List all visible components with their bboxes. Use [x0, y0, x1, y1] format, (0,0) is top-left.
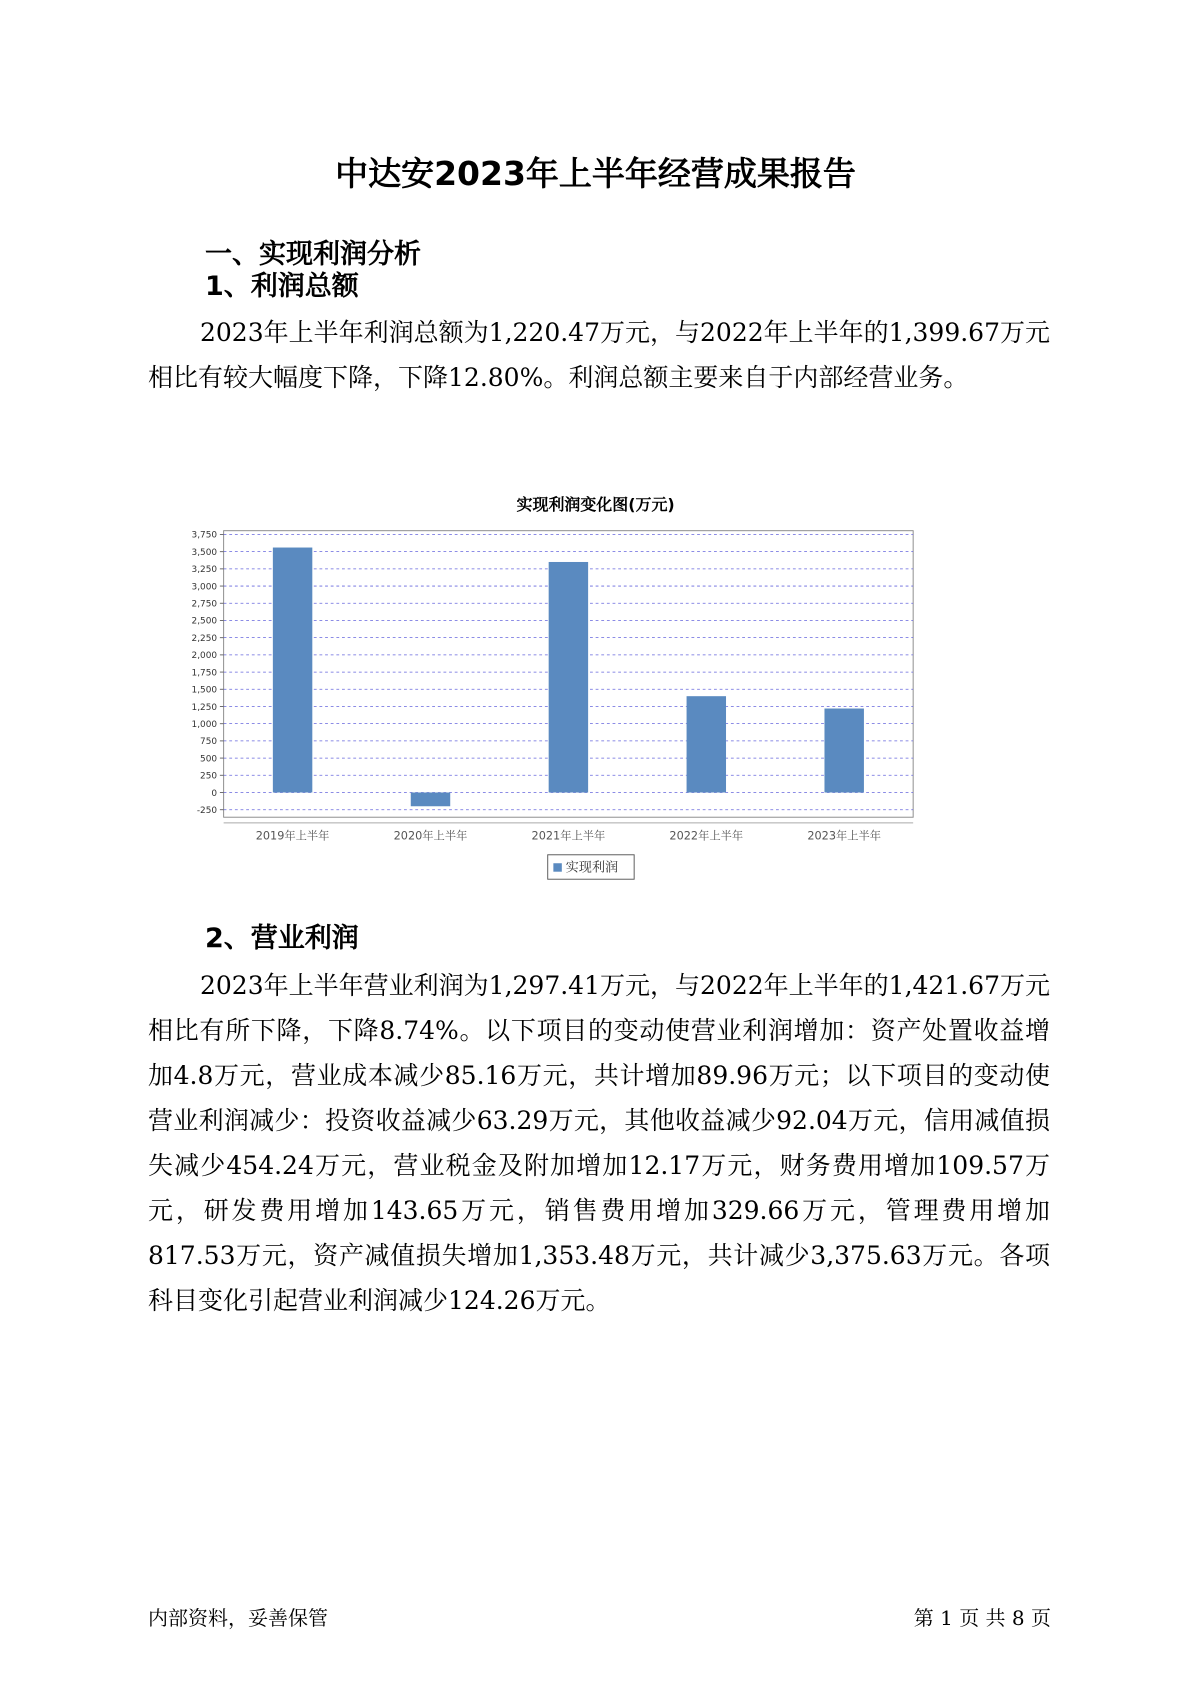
- chart-x-axis: [224, 823, 914, 843]
- total-suffix: 页: [1031, 1606, 1051, 1630]
- y-tick-label: 0: [211, 788, 218, 799]
- y-tick-label: 1,000: [191, 719, 218, 730]
- y-tick-label: 2,500: [191, 616, 218, 627]
- y-tick-label: 250: [200, 771, 218, 782]
- page-prefix: 第: [913, 1606, 934, 1630]
- y-tick-label: 2,000: [191, 651, 218, 662]
- y-tick-label: 1,500: [191, 685, 218, 696]
- profit-bar-chart: [150, 495, 1030, 960]
- page-number: 1: [940, 1606, 953, 1630]
- subheading-operating-profit: 2、营业利润: [205, 923, 359, 954]
- legend-swatch: [553, 863, 561, 871]
- footer-confidential-note: 内部资料，妥善保管: [148, 1606, 328, 1630]
- bar: [273, 548, 312, 793]
- x-tick-label: 2022年上半年: [669, 829, 744, 843]
- y-tick-label: 1,250: [191, 702, 218, 713]
- page-title: 中达安2023年上半年经营成果报告: [335, 154, 856, 193]
- x-tick-label: 2020年上半年: [393, 829, 468, 843]
- footer-page-info: [914, 1602, 1051, 1631]
- profit-chart-svg: [150, 495, 1030, 960]
- y-tick-label: 2,250: [191, 633, 218, 644]
- y-tick-label: 3,500: [191, 547, 218, 558]
- y-tick-label: 3,000: [191, 582, 218, 593]
- chart-y-axis: [192, 531, 224, 816]
- bar: [824, 709, 863, 793]
- bar: [411, 792, 450, 806]
- legend-label: 实现利润: [565, 860, 619, 876]
- total-prefix: 共: [985, 1606, 1006, 1630]
- x-tick-label: 2021年上半年: [531, 829, 606, 843]
- chart-title: 实现利润变化图(万元): [516, 495, 675, 515]
- y-tick-label: 1,750: [191, 668, 218, 679]
- y-tick-label: -250: [196, 805, 218, 816]
- paragraph-total-profit: 2023年上半年利润总额为1,220.47万元，与2022年上半年的1,399.67万元相比有较大幅度下降，下降12.80%。利润总额主要来自于内部经营业务。: [148, 318, 1050, 392]
- y-tick-label: 3,750: [191, 530, 218, 541]
- y-tick-label: 3,250: [191, 565, 218, 576]
- y-tick-label: 2,750: [191, 599, 218, 610]
- x-tick-label: 2019年上半年: [255, 829, 330, 843]
- subheading-total-profit: 1、利润总额: [205, 271, 359, 302]
- section-heading-profit-analysis: 一、实现利润分析: [205, 239, 421, 270]
- y-tick-label: 750: [200, 737, 218, 748]
- total-pages: 8: [1011, 1606, 1025, 1630]
- chart-legend: [548, 855, 634, 879]
- bar: [549, 562, 588, 793]
- paragraph-operating-profit: 2023年上半年营业利润为1,297.41万元，与2022年上半年的1,421.67万元相比有所下降，下降8.74%。以下项目的变动使营业利润增加：资产处置收益增加4.8万元，营业成本减少85.16万元，共计增加89.96万元；以下项目的变动使营业利润减少：投资收益减少63.29万元，其他收益减少92.04万元，信用减值损失减少454.24万元，营业税金及附加增加12.17万元，财务费用增加109.57万元，研发费用增加143.65万元，销售费用增加329.66万元，管理费用增加817.53万元，资产减值损失增加1,353.48万元，共计减少3,375.63万元。各项科目变化引起营业利润减少124.26万元。: [148, 971, 1050, 1315]
- bar: [687, 696, 726, 792]
- x-tick-label: 2023年上半年: [807, 829, 882, 843]
- page-suffix: 页: [959, 1606, 980, 1630]
- y-tick-label: 500: [200, 754, 218, 765]
